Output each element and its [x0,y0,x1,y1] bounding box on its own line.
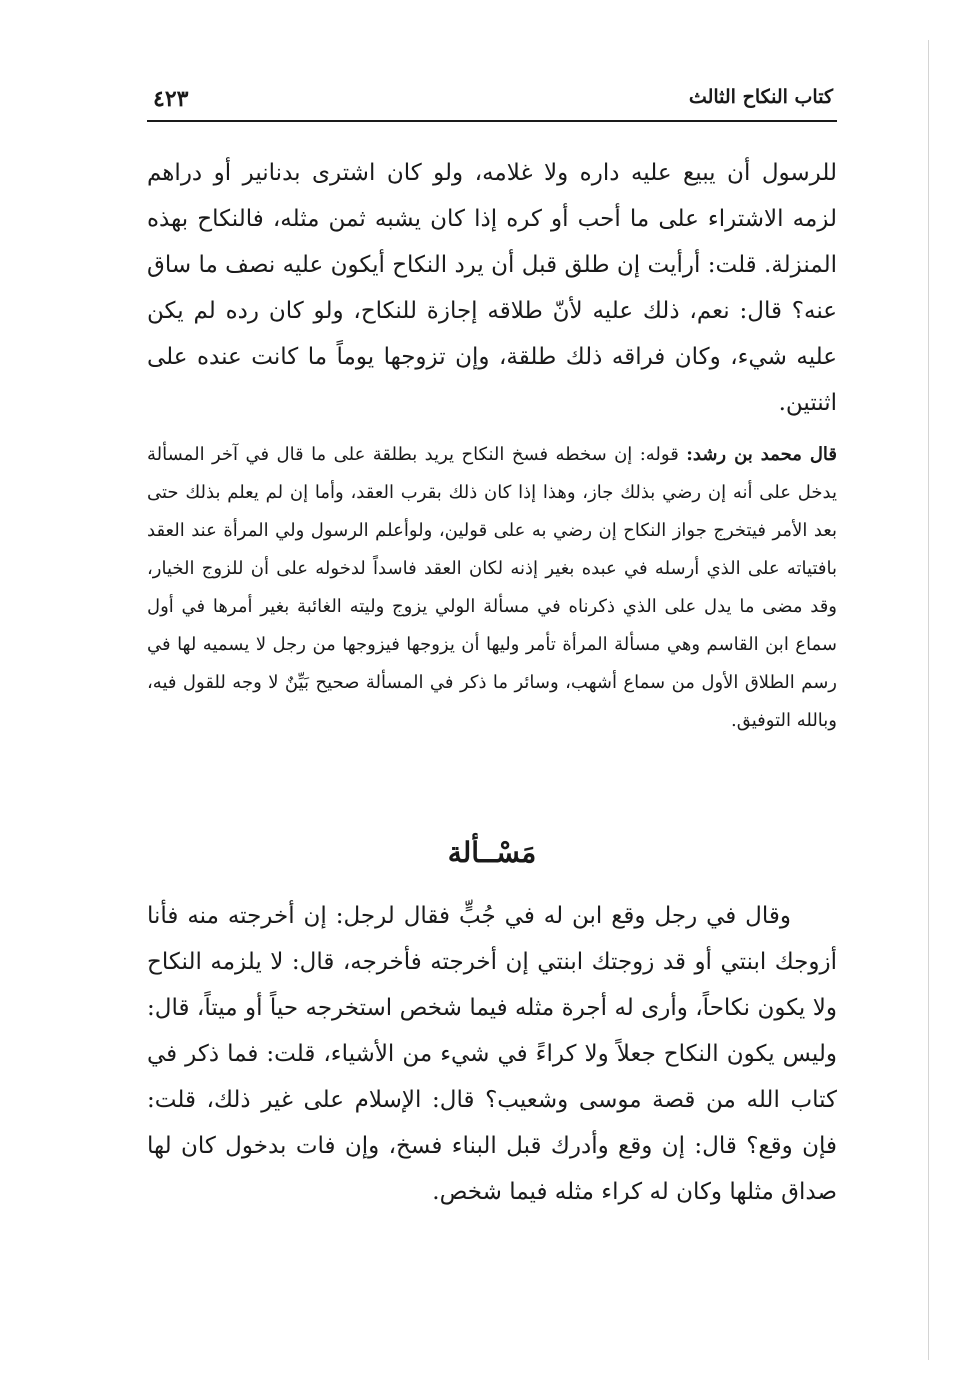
commentary-text: قوله: إن سخطه فسخ النكاح يريد بطلقة على ما قال في آخر المسألة يدخل على أنه إن رضي بذلك جاز، وهذا إذا كان ذلك بقرب العقد، وأما إن لم يعلم بذلك حتى بعد الأمر فيتخرج جواز النكاح إن رضي به على قولين، ولوأعلم الرسول ولي المرأة عند العقد بافتياته على الذي أرسله في عبده بغير إذنه لكان العقد فاسداً لدخوله على أن للزوج الخيار، وقد مضى ما يدل على الذي ذكرناه في مسألة الولي يزوج وليته الغائبة بغير أمرها في أول سماع ابن القاسم وهي مسألة المرأة تأمر وليها أن يزوجها فيزوجها من رجل لا يسميه لها في رسم الطلاق الأول من سماع أشهب، وسائر ما ذكر في المسألة صحيح بَيِّنٌ لا وجه للقول فيه، وبالله التوفيق. [147,444,837,731]
main-text-paragraph-1 [147,150,837,426]
section-heading: مَسْــألة [447,836,537,869]
paragraph-text: للرسول أن يبيع عليه داره ولا غلامه، ولو كان اشترى بدنانير أو دراهم لزمه الاشتراء على ما أحب أو كره إذا كان يشبه ثمن مثله، فالنكاح بهذه المنزلة. قلت: أرأيت إن طلق قبل أن يرد النكاح أيكون عليه نصف ما ساق عنه؟ قال: نعم، ذلك عليه لأنّ طلاقه إجازة للنكاح، ولو كان رده لم يكن عليه شيء، وكان فراقه ذلك طلقة، وإن تزوجها يوماً ما كانت عنده على اثنتين. [147,160,837,416]
main-text-paragraph-2 [147,893,837,1215]
paragraph-body [147,893,837,1215]
commentary-author: قال محمد بن رشد: [686,444,837,465]
commentary-body [147,436,837,740]
page-header [147,80,837,122]
running-title: كتاب النكاح الثالث [688,86,833,108]
commentary-paragraph [147,436,837,740]
paragraph-text: وقال في رجل وقع ابن له في جُبٍّ فقال لرجل: إن أخرجته منه فأنا أزوجك ابنتي أو قد زوجتك ابنتي إن أخرجته فأخرجه، قال: لا يلزمه النكاح ولا يكون نكاحاً، وأرى له أجرة مثله فيما شخص استخرجه حياً أو ميتاً، قال: وليس يكون النكاح جعلاً ولا كراءً في شيء من الأشياء، قلت: فما ذكر في كتاب الله من قصة موسى وشعيب؟ قال: الإسلام على غير ذلك، قلت: فإن وقع؟ قال: إن وقع وأدرك قبل البناء فسخ، وإن فات بدخول كان لها صداق مثلها وكان له كراء مثله فيما شخص. [147,903,837,1205]
page-number: ٤٢٣ [153,86,189,112]
scan-edge-line [928,40,929,1360]
